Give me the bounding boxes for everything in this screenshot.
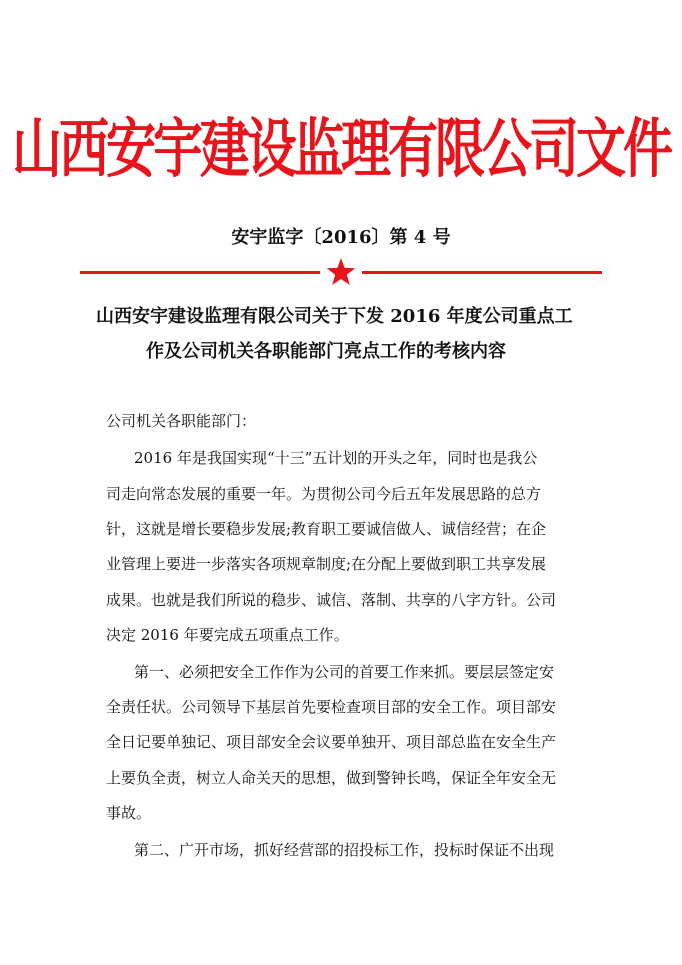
document-title-line: 山西安宇建设监理有限公司关于下发 2016 年度公司重点工 (96, 306, 573, 327)
paragraph-line: 成果。也就是我们所说的稳步、诚信、落制、共享的八字方针。公司 (106, 591, 557, 609)
paragraph-line: 事故。 (106, 804, 152, 822)
document-masthead: 山西安宇建设监理有限公司文件 (12, 111, 670, 187)
paragraph-line: 业管理上要进一步落实各项规章制度;在分配上要做到职工共享发展 (106, 555, 547, 573)
document-title-line: 作及公司机关各职能部门亮点工作的考核内容 (146, 341, 506, 362)
paragraph-line: 第二、广开市场，抓好经营部的招投标工作，投标时保证不出现 (134, 841, 555, 859)
paragraph-line: 针，这就是增长要稳步发展;教育职工要诚信做人、诚信经营；在企 (106, 520, 547, 538)
salutation: 公司机关各职能部门： (106, 412, 257, 430)
paragraph-line: 司走向常态发展的重要一年。为贯彻公司今后五年发展思路的总方 (106, 485, 542, 503)
document-number: 安宇监字〔2016〕第 4 号 (231, 227, 451, 248)
paragraph-line: 上要负全责，树立人命关天的思想，做到警钟长鸣，保证全年安全无 (106, 769, 557, 787)
divider-line-left (80, 271, 320, 274)
paragraph-line: 第一、必须把安全工作作为公司的首要工作来抓。要层层签定安 (134, 663, 555, 681)
paragraph-line: 全日记要单独记、项目部安全会议要单独开、项目部总监在安全生产 (106, 733, 557, 751)
paragraph-line: 2016 年是我国实现“十三”五计划的开头之年，同时也是我公 (134, 449, 538, 467)
paragraph-line: 决定 2016 年要完成五项重点工作。 (106, 626, 349, 644)
star-icon (326, 258, 356, 286)
divider-line-right (362, 271, 602, 274)
paragraph-line: 全责任状。公司领导下基层首先要检查项目部的安全工作。项目部安 (106, 698, 557, 716)
